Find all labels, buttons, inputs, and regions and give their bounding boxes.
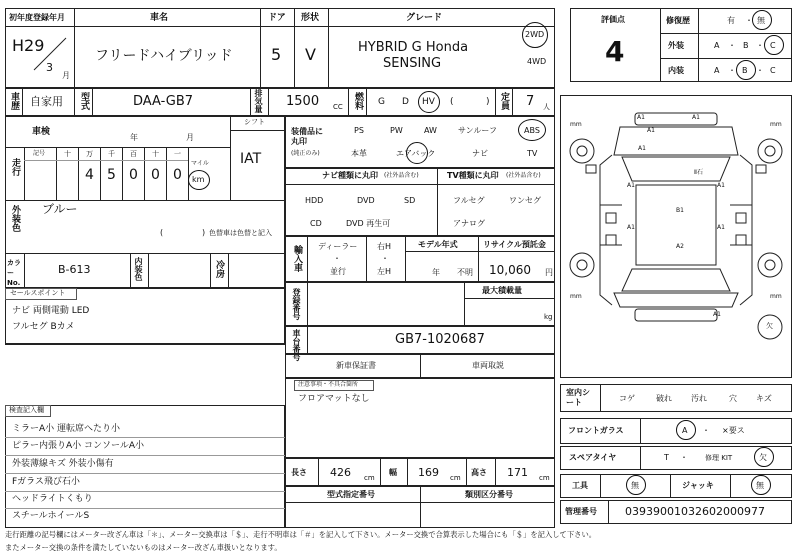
equip-aw: AW <box>424 126 437 135</box>
color-paren-close: ) <box>202 228 206 237</box>
car-name: フリードハイブリッド <box>95 48 233 64</box>
import-left: 左H <box>377 267 392 276</box>
grade-label: グレード <box>406 13 443 23</box>
odo-digit-3: 0 <box>151 167 160 183</box>
inspection-month: 月 <box>186 133 194 142</box>
inspector-label: 検査記入欄 <box>9 406 44 414</box>
tools-value: 無 <box>631 481 639 490</box>
width-label: 幅 <box>389 468 397 477</box>
color-value: ブルー <box>42 202 78 216</box>
grade-line2: SENSING <box>383 56 442 71</box>
drive-2wd: 2WD <box>525 30 545 39</box>
navi-cd: CD <box>310 219 322 228</box>
int-a: A <box>714 66 720 75</box>
ext-dot2: ・ <box>756 41 764 50</box>
equip-pw: PW <box>390 126 403 135</box>
color-no-value: B-613 <box>58 263 91 276</box>
width-value: 169 <box>418 466 439 479</box>
color-label: 外装色 <box>10 205 20 232</box>
mm-bl: mm <box>570 293 582 300</box>
int-label: 内装 <box>668 66 684 75</box>
dmg-code-6: A1 <box>627 224 635 231</box>
height-unit: cm <box>539 474 550 482</box>
jack-value: 無 <box>756 481 764 490</box>
dmg-code-2: A1 <box>647 127 655 134</box>
front-glass-x: ×要ス <box>722 426 745 435</box>
color-no-label: カラーNo. <box>7 259 21 287</box>
mm-tr: mm <box>770 121 782 128</box>
equip-abs: ABS <box>524 126 540 135</box>
inspector-line-5: スチールホイールS <box>12 511 90 521</box>
ext-b: B <box>743 41 749 50</box>
drive-4wd: 4WD <box>527 57 547 66</box>
mile-label: マイル <box>191 160 209 167</box>
shift-label: シフト <box>244 118 265 126</box>
sales-line-1: フルセグ Bカメ <box>12 322 75 332</box>
mm-br: mm <box>770 293 782 300</box>
dmg-code-4: A1 <box>627 182 635 189</box>
mgmt-label: 管理番号 <box>565 507 597 516</box>
model: DAA-GB7 <box>133 94 194 109</box>
import-parallel: 並行 <box>330 267 346 276</box>
spare-label: スペアタイヤ <box>569 453 617 462</box>
dmg-code-3: A1 <box>638 145 646 152</box>
missing-mark: 欠 <box>766 322 773 330</box>
navi-label: ナビ種類に丸印 <box>322 171 378 180</box>
shape-label: 形状 <box>301 13 320 23</box>
import-dealer: ディーラー <box>318 242 358 251</box>
height-value: 171 <box>507 466 528 479</box>
inspection-year: 年 <box>130 133 138 142</box>
equip-leather: 本革 <box>351 149 367 158</box>
front-glass-dot: ・ <box>702 426 710 435</box>
footer-line2: またメーター交換の条件を満たしていないものはメーター改ざん車扱いとなります。 <box>5 543 282 552</box>
fuel-d: D <box>402 97 409 107</box>
mm-tl: mm <box>570 121 582 128</box>
digit-head-5: 一 <box>174 150 181 158</box>
fuel-g: G <box>378 97 385 107</box>
int-dot2: ・ <box>756 66 764 75</box>
digit-label: 記号 <box>33 150 46 157</box>
model-year-unknown: 不明 <box>457 268 473 277</box>
equip-sunroof: サンルーフ <box>458 126 497 135</box>
dmg-code-7: B1 <box>676 207 684 214</box>
reg-label: 登録番号 <box>292 288 301 320</box>
inspection-label: 車検 <box>32 127 51 137</box>
frame-label: 車台番号 <box>292 329 301 361</box>
digit-head-2: 千 <box>108 150 115 158</box>
import-label: 輸入車 <box>292 245 302 272</box>
navi-dvd: DVD <box>357 196 375 205</box>
tv-analog: アナログ <box>453 219 485 228</box>
dmg-code-10: A1 <box>713 311 721 318</box>
max-load-label: 最大積載量 <box>482 286 522 295</box>
navi-dvd-play: DVD 再生可 <box>346 219 391 228</box>
equip-ps: PS <box>354 126 364 135</box>
color-note: 色替車は色替と記入 <box>209 229 272 237</box>
car-diagram <box>560 95 792 378</box>
length-value: 426 <box>330 466 351 479</box>
tv-label: TV種類に丸印 <box>447 171 499 180</box>
int-b: B <box>742 66 748 75</box>
model-year-label: モデル年式 <box>418 240 458 249</box>
width-unit: cm <box>450 474 461 482</box>
reg-year-label: 初年度登録年月 <box>9 13 65 22</box>
inspector-line-2: 外装薄線キズ 外装小傷有 <box>12 459 114 469</box>
interior-color-label: 内装色 <box>134 257 143 281</box>
capacity: 7 <box>526 94 535 109</box>
length-unit: cm <box>364 474 375 482</box>
dmg-code-0: A1 <box>637 114 645 121</box>
jack-label: ジャッキ <box>682 481 714 490</box>
tv-sub: (社外品含む) <box>506 172 541 179</box>
ext-label: 外装 <box>668 41 684 50</box>
cc-unit: CC <box>333 103 343 111</box>
dmg-code-5: A1 <box>717 182 725 189</box>
inspector-line-4: ヘッドライトくもり <box>12 494 93 504</box>
odo-digit-1: 5 <box>107 167 116 183</box>
reg-month: 3 <box>46 61 53 74</box>
model-year-unit: 年 <box>432 268 440 277</box>
int-dot1: ・ <box>728 66 736 75</box>
seat-hole: 穴 <box>729 394 737 403</box>
digit-head-4: 十 <box>152 150 159 158</box>
front-glass-a: A <box>682 426 688 435</box>
dmg-code-9: A1 <box>717 224 725 231</box>
seat-stain: 汚れ <box>691 394 707 403</box>
front-glass-label: フロントガラス <box>568 426 624 435</box>
person-unit: 人 <box>543 103 550 111</box>
fuel-paren-close: ) <box>486 97 490 107</box>
notes-label: 注意事項・不具合箇所 <box>298 381 359 388</box>
equip-label: 装備品に丸印 <box>291 127 323 146</box>
tools-label: 工具 <box>572 481 588 490</box>
doors: 5 <box>271 45 282 64</box>
mgmt-value: 03939001032602000977 <box>625 505 765 518</box>
color-paren-open: ( <box>160 228 164 237</box>
navi-hdd: HDD <box>305 196 324 205</box>
frame-value: GB7-1020687 <box>395 332 485 347</box>
seat-tear: 破れ <box>656 394 672 403</box>
equip-navi: ナビ <box>472 149 488 158</box>
model-no-label: 型式指定番号 <box>327 490 375 499</box>
length-label: 長さ <box>291 468 307 477</box>
manual-label: 車両取説 <box>472 361 504 370</box>
displacement-label: 排気量 <box>254 89 263 113</box>
inspector-line-1: ピラー内張りA小 コンソールA小 <box>12 441 144 451</box>
spare-dot: ・ <box>680 453 688 462</box>
dmg-code-1: A1 <box>692 114 700 121</box>
ext-a: A <box>714 41 720 50</box>
inspector-line-0: ミラーA小 運転席へたり小 <box>12 424 121 434</box>
seat-burn: コゲ <box>619 394 635 403</box>
odo-digit-4: 0 <box>173 167 182 183</box>
digit-head-0: 十 <box>64 150 71 158</box>
equip-airbag: エアバック <box>396 149 436 158</box>
spare-kit: 修理 KIT <box>705 454 733 462</box>
odo-label: 走行 <box>10 158 20 176</box>
recycle-unit: 円 <box>545 268 553 277</box>
score-label: 評価点 <box>601 15 625 24</box>
capacity-label: 定員 <box>499 92 509 110</box>
km-label: km <box>192 175 205 184</box>
ext-dot1: ・ <box>728 41 736 50</box>
int-c: C <box>770 66 776 75</box>
max-load-unit: kg <box>544 313 553 321</box>
shift-value: IAT <box>240 151 262 167</box>
ext-c: C <box>770 41 776 50</box>
recycle-label: リサイクル預託金 <box>483 240 546 249</box>
digit-head-1: 万 <box>86 150 93 158</box>
score-value: 4 <box>605 35 625 68</box>
digit-head-3: 百 <box>130 150 137 158</box>
class-no-label: 類別区分番号 <box>465 490 513 499</box>
repair-dot: ・ <box>745 16 753 25</box>
fuel-paren-open: ( <box>450 97 454 107</box>
shape: V <box>305 45 316 64</box>
era-year: H29 <box>12 36 45 55</box>
dmg-code-11: Ⅱ石 <box>694 169 703 176</box>
import-right: 右H <box>377 242 392 251</box>
recycle-value: 10,060 <box>489 263 531 277</box>
sales-line-0: ナビ 両側電動 LED <box>12 306 90 316</box>
displacement: 1500 <box>286 94 320 109</box>
import-dot2: ・ <box>381 254 389 263</box>
month-unit: 月 <box>62 71 70 80</box>
usage-label: 車歴 <box>9 92 19 110</box>
door-label: ドア <box>268 13 286 23</box>
navi-sub: (社外品含む) <box>384 172 419 179</box>
import-dot1: ・ <box>333 254 341 263</box>
repair-no: 無 <box>757 16 765 25</box>
tv-oneseg: ワンセグ <box>509 196 541 205</box>
interior-sheet-label: 室内シート <box>566 388 590 407</box>
dmg-code-8: A2 <box>676 243 684 250</box>
cooling-label: 冷房 <box>214 260 224 278</box>
odo-digit-0: 4 <box>85 167 94 183</box>
seat-scratch: キズ <box>756 394 772 403</box>
car-name-label: 車名 <box>150 13 169 23</box>
usage: 自家用 <box>30 95 63 108</box>
footer-line1: 走行距離の記号欄にはメーター改ざん車は「＊」、メーター交換車は「＄」、走行不明車は「＃」を記入して下さい。メーター交換で合算表示した場合にも「＄」を記入して下さい。 <box>5 530 597 539</box>
tv-fullseg: フルセグ <box>453 196 485 205</box>
repair-yes: 有 <box>727 16 735 25</box>
notes-value: フロアマットなし <box>298 394 370 404</box>
inspector-line-3: Fガラス飛び石小 <box>12 477 80 487</box>
equip-sub: (純正のみ) <box>291 150 320 157</box>
fuel-hv: HV <box>422 97 435 107</box>
equip-tv: TV <box>527 149 538 158</box>
fuel-label: 燃料 <box>353 92 363 110</box>
navi-sd: SD <box>404 196 416 205</box>
warranty-label: 新車保証書 <box>336 361 376 370</box>
spare-missing: 欠 <box>759 453 767 462</box>
grade-line1: HYBRID G Honda <box>358 40 469 55</box>
repair-label: 修復歴 <box>666 16 690 25</box>
spare-t: T <box>664 453 669 462</box>
odo-digit-2: 0 <box>129 167 138 183</box>
sales-label: セールスポイント <box>10 289 66 297</box>
height-label: 高さ <box>471 468 487 477</box>
model-label: 型式 <box>79 92 89 110</box>
